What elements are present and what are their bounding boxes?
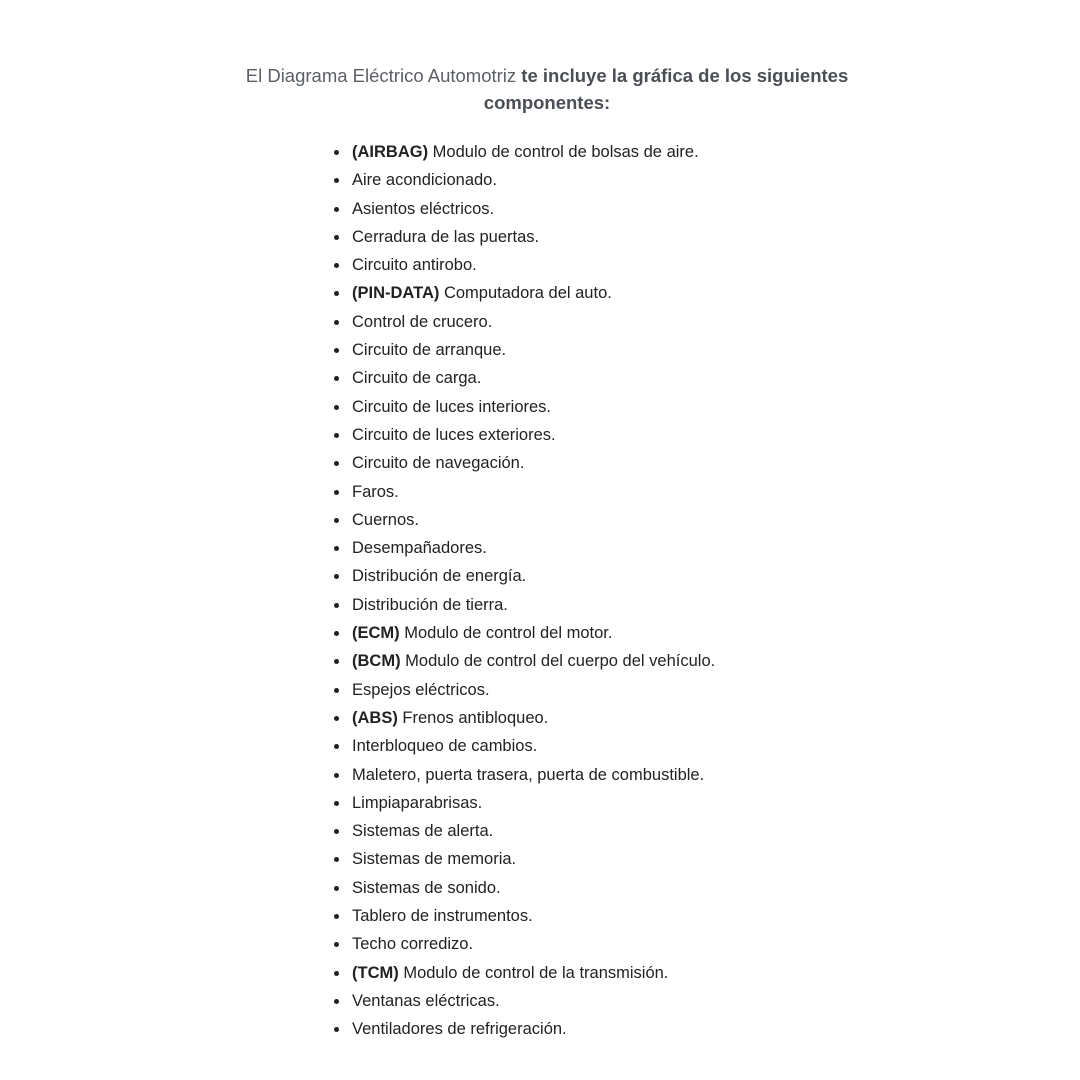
bullet-icon <box>334 178 339 183</box>
bullet-icon <box>334 801 339 806</box>
item-text: Limpiaparabrisas. <box>352 793 483 812</box>
item-text: Cerradura de las puertas. <box>352 227 540 246</box>
item-text: Modulo de control del motor. <box>404 624 613 643</box>
item-text: Sistemas de memoria. <box>352 850 517 869</box>
page-heading <box>230 62 864 116</box>
item-text: Circuito de navegación. <box>352 454 525 473</box>
item-text: Frenos antibloqueo. <box>402 708 549 727</box>
item-text: Ventanas eléctricas. <box>352 991 500 1010</box>
item-code: (PIN-DATA) <box>352 284 440 303</box>
list-item <box>332 421 832 449</box>
bullet-icon <box>334 744 339 749</box>
bullet-icon <box>334 291 339 296</box>
list-item <box>332 647 832 675</box>
item-text: Distribución de tierra. <box>352 595 508 614</box>
item-code: (ABS) <box>352 708 398 727</box>
item-text: Sistemas de sonido. <box>352 878 501 897</box>
item-code: (TCM) <box>352 963 399 982</box>
bullet-icon <box>334 263 339 268</box>
item-text: Desempañadores. <box>352 539 487 558</box>
item-code: (AIRBAG) <box>352 143 429 161</box>
item-text: Distribución de energía. <box>352 567 527 586</box>
list-item <box>332 732 832 760</box>
bullet-icon <box>334 150 339 155</box>
item-code: (ECM) <box>352 624 400 643</box>
bullet-icon <box>334 546 339 551</box>
item-text: Control de crucero. <box>352 312 493 331</box>
item-text: Ventiladores de refrigeración. <box>352 1020 567 1039</box>
bullet-icon <box>334 659 339 664</box>
bullet-icon <box>334 433 339 438</box>
list-item <box>332 562 832 590</box>
bullet-icon <box>334 518 339 523</box>
bullet-icon <box>334 716 339 721</box>
bullet-icon <box>334 688 339 693</box>
bullet-icon <box>334 405 339 410</box>
list-item <box>332 902 832 930</box>
bullet-icon <box>334 971 339 976</box>
item-text: Aire acondicionado. <box>352 171 497 190</box>
list-item <box>332 591 832 619</box>
list-item <box>332 987 832 1015</box>
bullet-icon <box>334 207 339 212</box>
bullet-icon <box>334 773 339 778</box>
list-item <box>332 223 832 251</box>
list-item <box>332 478 832 506</box>
list-item <box>332 619 832 647</box>
list-item <box>332 336 832 364</box>
list-item <box>332 676 832 704</box>
item-text: Tablero de instrumentos. <box>352 907 533 926</box>
list-item <box>332 874 832 902</box>
list-item <box>332 534 832 562</box>
item-text: Circuito antirobo. <box>352 256 477 275</box>
item-text: Circuito de luces exteriores. <box>352 425 556 444</box>
bullet-icon <box>334 942 339 947</box>
item-text: Interbloqueo de cambios. <box>352 737 538 756</box>
bullet-icon <box>334 857 339 862</box>
bullet-icon <box>334 574 339 579</box>
item-code: (BCM) <box>352 652 401 671</box>
item-text: Maletero, puerta trasera, puerta de combustible. <box>352 765 705 784</box>
bullet-icon <box>334 886 339 891</box>
list-item <box>332 704 832 732</box>
item-text: Circuito de carga. <box>352 369 482 388</box>
item-text: Faros. <box>352 482 399 501</box>
components-list <box>332 138 832 1044</box>
item-text: Modulo de control de bolsas de aire. <box>432 143 699 161</box>
bullet-icon <box>334 490 339 495</box>
bullet-icon <box>334 348 339 353</box>
item-text: Circuito de luces interiores. <box>352 397 551 416</box>
bullet-icon <box>334 1027 339 1032</box>
list-item <box>332 138 832 166</box>
item-text: Modulo de control de la transmisión. <box>403 963 669 982</box>
list-item <box>332 308 832 336</box>
bullet-icon <box>334 631 339 636</box>
bullet-icon <box>334 914 339 919</box>
bullet-icon <box>334 603 339 608</box>
bullet-icon <box>334 376 339 381</box>
list-item <box>332 449 832 477</box>
list-item <box>332 166 832 194</box>
list-item <box>332 279 832 307</box>
list-item <box>332 959 832 987</box>
list-item <box>332 789 832 817</box>
bullet-icon <box>334 999 339 1004</box>
bullet-icon <box>334 320 339 325</box>
item-text: Asientos eléctricos. <box>352 199 495 218</box>
item-text: Sistemas de alerta. <box>352 822 494 841</box>
list-item <box>332 761 832 789</box>
item-text: Espejos eléctricos. <box>352 680 490 699</box>
heading-lead: El Diagrama Eléctrico Automotriz <box>245 65 517 86</box>
item-text: Techo corredizo. <box>352 935 474 954</box>
bullet-icon <box>334 461 339 466</box>
heading-strong: te incluye la gráfica de los siguientes componentes: <box>483 65 849 113</box>
list-item <box>332 845 832 873</box>
list-item <box>332 506 832 534</box>
item-text: Computadora del auto. <box>443 284 612 303</box>
bullet-icon <box>334 829 339 834</box>
item-text: Modulo de control del cuerpo del vehículo. <box>405 652 716 671</box>
list-item <box>332 1015 832 1043</box>
list-item <box>332 251 832 279</box>
list-item <box>332 364 832 392</box>
list-item <box>332 930 832 958</box>
item-text: Circuito de arranque. <box>352 341 507 360</box>
list-item <box>332 393 832 421</box>
list-item <box>332 817 832 845</box>
list-item <box>332 195 832 223</box>
item-text: Cuernos. <box>352 510 419 529</box>
bullet-icon <box>334 235 339 240</box>
